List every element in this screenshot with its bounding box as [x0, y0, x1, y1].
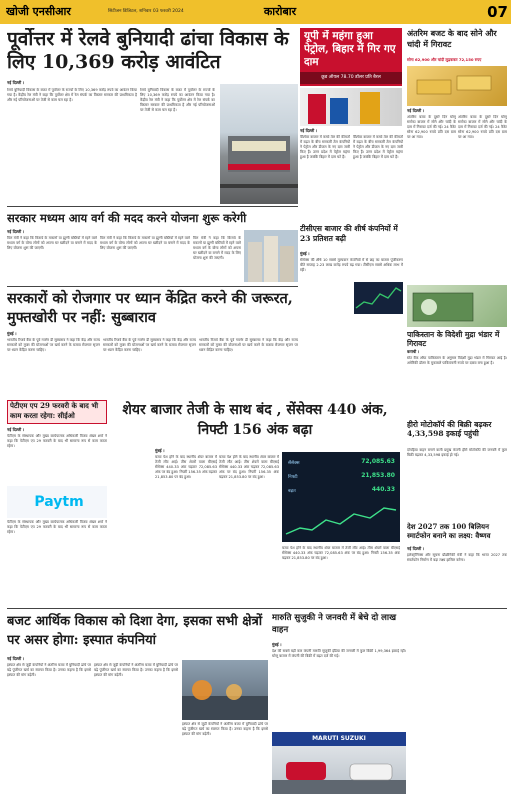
maruti-headline: मारुति सुजुकी ने जनवरी में बेचे दो लाख वाहन [272, 613, 397, 635]
paytm-headline: पेटीएम एप 29 फरवरी के बाद भी काम करता रहेगा: सीईओ [10, 401, 99, 420]
section-title: कारोबार [263, 5, 297, 18]
infra-headline: बजट आर्थिक विकास को दिशा देगा, इसका सभी क्षेत्रों पर असर होगा: इस्पात कंपनियां [7, 614, 263, 648]
pakistan-byline: कराची । [407, 349, 420, 354]
gold-headline: अंतरिम बजट के बाद सोने और चांदी में गिरावट [407, 28, 497, 49]
petrol-body: वैश्विक बाजार में कच्चे तेल की कीमतों में बढ़त के बीच सरकारी तेल कंपनियों ने पेट्रोल और डीजल के नए दाम जारी किए हैं। उत्तर प्रदेश में पेट्रोल महंगा हुआ है जबकि बिहार में दाम घटे हैं। [300, 135, 350, 159]
maruti-body: देश की सबसे बड़ी कार कंपनी मारुति सुजुकी इंडिया की जनवरी में कुल बिक्री 1,99,364 इकाई रही। घरेलू बाजार में कंपनी की बिक्री में बढ़त दर्ज की गई। [272, 649, 406, 658]
housing-byline: नई दिल्ली । [7, 229, 25, 234]
jobs-byline: मुंबई । [7, 331, 17, 336]
infra-body-col3: इस्पात क्षेत्र से जुड़ी कंपनियों ने अंतरिम बजट में बुनियादी ढांचे पर बढ़े पूंजीगत खर्च का स्वागत किया है। उनका कहना है कि इससे इस्पात की मांग बढ़ेगी। [182, 722, 268, 736]
petrol-headline: यूपी में महंगा हुआ पेट्रोल, बिहार में गिर गए दाम [304, 30, 396, 68]
masthead-dateline: सिटीजन डिजिटल, शनिवार 03 फरवरी 2024 [108, 9, 184, 14]
pakistan-body: स्टेट बैंक ऑफ पाकिस्तान के अनुसार विदेशी मुद्रा भंडार में गिरावट आई है। अमेरिकी डॉलर के मुकाबले पाकिस्तानी रुपये पर दबाव बना हुआ है। [407, 356, 507, 365]
ticker-label-2: निफ्टी [288, 475, 298, 480]
gold-body-col2: अंतरिम बजट के दूसरे दिन घरेलू सर्राफा बाजार में सोने और चांदी के दाम में गिरावट दर्ज की गई। 24 कैरेट सोना 62,900 रुपये प्रति दस ग्राम पर आ गया। [458, 115, 507, 139]
divider [7, 608, 507, 609]
hero-body: दोपहिया वाहन बनाने वाली प्रमुख कंपनी हीरो मोटोकॉर्प की जनवरी में कुल बिक्री बढ़कर 4,33,598 इकाई हो गई। [407, 448, 507, 457]
maruti-logo: MARUTI SUZUKI [312, 735, 366, 742]
jobs-headline: सरकारों को रोजगार पर ध्यान केंद्रित करने की जरूरत, मुफ्तखोरी पर नहीं: सुब्बाराव [7, 290, 293, 326]
hero-headline: हीरो मोटोकॉर्प की बिक्री बढ़कर 4,33,598 इकाई पहुंची [407, 420, 492, 438]
gold-subhead: सोना 62,900 और चांदी लुढ़ककर 72,150 रुपए [407, 57, 482, 62]
pakistan-headline: पाकिस्तान के विदेशी मुद्रा भंडार में गिरावट [407, 330, 500, 348]
divider [7, 206, 298, 207]
ticker-value-1: 72,085.63 [361, 458, 395, 465]
housing-body-col2: वित्त मंत्री ने कहा कि किराये के मकानों या झुग्गी बस्तियों में रहने वाले मध्यम वर्ग के योग्य लोगों को अपना घर खरीदने या बनाने में मदद के लिए योजना शुरू की जाएगी। [100, 236, 190, 250]
infra-byline: नई दिल्ली । [7, 656, 25, 661]
divider [7, 286, 298, 287]
sensex-byline: मुंबई । [155, 448, 165, 453]
housing-body: वित्त मंत्री ने कहा कि किराये के मकानों या झुग्गी बस्तियों में रहने वाले मध्यम वर्ग के योग्य लोगों को अपना घर खरीदने या बनाने में मदद के लिए योजना शुरू की जाएगी। [7, 236, 97, 250]
ticker-label-3: बढ़त [288, 489, 296, 494]
gold-byline: नई दिल्ली । [407, 108, 425, 113]
page-number: 07 [487, 3, 508, 21]
sensex-body: बजट पेश होने के बाद स्थानीय शेयर बाजार में तेजी लौट आई। तीस शेयरों वाला बीएसई सेंसेक्स 440.33 अंक चढ़कर 72,085.63 अंक पर बंद हुआ। निफ्टी 156.35 अंक बढ़कर 21,853.80 पर बंद हुआ। [155, 455, 217, 479]
ticker-label-1: सेंसेक्स [288, 461, 300, 466]
paytm-body: पेटीएम के संस्थापक और मुख्य कार्यपालक अधिकारी विजय शेखर शर्मा ने कहा कि पेटीएम एप 29 फरवरी के बाद भी सामान्य रूप से काम करता रहेगा। [7, 434, 107, 448]
ticker-value-2: 21,853.80 [361, 472, 395, 479]
masthead-logo: खोजी एनसीआर [6, 5, 71, 18]
housing-headline: सरकार मध्यम आय वर्ग की मदद करने योजना शुरू करेगी [7, 211, 247, 225]
paytm-byline: नई दिल्ली । [7, 427, 25, 432]
lead-headline: पूर्वोत्तर में रेलवे बुनियादी ढांचा विकास के लिए 10,369 करोड़ आवंटित [7, 28, 289, 73]
gold-body: अंतरिम बजट के दूसरे दिन घरेलू सर्राफा बाजार में सोने और चांदी के दाम में गिरावट दर्ज की गई। 24 कैरेट सोना 62,900 रुपये प्रति दस ग्राम पर आ गया। [407, 115, 456, 139]
tata-headline: टीसीएस बाजार की शीर्ष कंपनियों में 23 प्रतिशत बढ़ी [300, 224, 398, 243]
paytm-logo: Paytm [34, 494, 84, 510]
fuel-pump-photo [300, 88, 402, 126]
smartphone-headline: देश 2027 तक 100 बिलियन स्मार्टफोन बनाने का लक्ष्य: वैष्णव [407, 522, 491, 540]
lead-body: रेलवे बुनियादी विकास के बजट में पूर्वोत्तर के राज्यों के लिए 10,369 करोड़ रुपये का आवंटन किया गया है। केंद्रीय रेल मंत्री ने कहा कि पूर्वोत्तर क्षेत्र में रेल संपर्क का विस्तार सरकार की प्राथमिकता है और नई परियोजनाओं पर तेजी से काम चल रहा है। [7, 88, 137, 102]
market-chart-graphic [282, 500, 400, 542]
stock-screen-photo [354, 282, 403, 314]
jobs-body-col2: भारतीय रिजर्व बैंक के पूर्व गवर्नर डी सुब्बाराव ने कहा कि केंद्र और राज्य सरकारों को मुफ्त की योजनाओं पर खर्च करने के बजाय रोजगार सृजन पर ध्यान केंद्रित करना चाहिए। [103, 338, 196, 352]
smartphone-body: इलेक्ट्रॉनिक्स और सूचना प्रौद्योगिकी मंत्री ने कहा कि भारत 2027 तक स्मार्टफोन निर्माण में बड़ा लक्ष्य हासिल करेगा। [407, 553, 507, 562]
smartphone-byline: नई दिल्ली । [407, 546, 425, 551]
petrol-body-col2: वैश्विक बाजार में कच्चे तेल की कीमतों में बढ़त के बीच सरकारी तेल कंपनियों ने पेट्रोल और डीजल के नए दाम जारी किए हैं। उत्तर प्रदेश में पेट्रोल महंगा हुआ है जबकि बिहार में दाम घटे हैं। [353, 135, 403, 159]
petrol-subhead: क्रूड ऑयल 78.70 डॉलर प्रति बैरल [300, 72, 402, 84]
lead-body-col2: रेलवे बुनियादी विकास के बजट में पूर्वोत्तर के राज्यों के लिए 10,369 करोड़ रुपये का आवंटन किया गया है। केंद्रीय रेल मंत्री ने कहा कि पूर्वोत्तर क्षेत्र में रेल संपर्क का विस्तार सरकार की प्राथमिकता है और नई परियोजनाओं पर तेजी से काम चल रहा है। [140, 88, 215, 112]
gold-bars-photo [407, 66, 507, 106]
train-photo [220, 84, 298, 204]
infra-body: इस्पात क्षेत्र से जुड़ी कंपनियों ने अंतरिम बजट में बुनियादी ढांचे पर बढ़े पूंजीगत खर्च का स्वागत किया है। उनका कहना है कि इससे इस्पात की मांग बढ़ेगी। [7, 663, 91, 677]
maruti-byline: मुंबई । [272, 642, 282, 647]
petrol-byline: नई दिल्ली । [300, 128, 318, 133]
tata-body: सेंसेक्स की शीर्ष 10 सबसे मूल्यवान कंपनियों में से छह का बाजार पूंजीकरण बीते सप्ताह 2.23 लाख करोड़ रुपये बढ़ गया। टीसीएस सबसे अधिक लाभ में रही। [300, 258, 403, 272]
sensex-body-col3: बजट पेश होने के बाद स्थानीय शेयर बाजार में तेजी लौट आई। तीस शेयरों वाला बीएसई सेंसेक्स 440.33 अंक चढ़कर 72,085.63 अंक पर बंद हुआ। निफ्टी 156.35 अंक बढ़कर 21,853.80 पर बंद हुआ। [282, 546, 400, 560]
jobs-body: भारतीय रिजर्व बैंक के पूर्व गवर्नर डी सुब्बाराव ने कहा कि केंद्र और राज्य सरकारों को मुफ्त की योजनाओं पर खर्च करने के बजाय रोजगार सृजन पर ध्यान केंद्रित करना चाहिए। [7, 338, 100, 352]
sensex-headline: शेयर बाजार तेजी के साथ बंद , सेंसेक्स 440 अंक, निफ्टी 156 अंक बढ़ा [122, 402, 388, 438]
paytm-body-col2: पेटीएम के संस्थापक और मुख्य कार्यपालक अधिकारी विजय शेखर शर्मा ने कहा कि पेटीएम एप 29 फरवरी के बाद भी सामान्य रूप से काम करता रहेगा। [7, 520, 107, 534]
sensex-body-col2: बजट पेश होने के बाद स्थानीय शेयर बाजार में तेजी लौट आई। तीस शेयरों वाला बीएसई सेंसेक्स 440.33 अंक चढ़कर 72,085.63 अंक पर बंद हुआ। निफ्टी 156.35 अंक बढ़कर 21,853.80 पर बंद हुआ। [219, 455, 279, 479]
housing-body-col3: वित्त मंत्री ने कहा कि किराये के मकानों या झुग्गी बस्तियों में रहने वाले मध्यम वर्ग के योग्य लोगों को अपना घर खरीदने या बनाने में मदद के लिए योजना शुरू की जाएगी। [193, 236, 241, 260]
tata-byline: मुंबई । [300, 251, 310, 256]
jobs-body-col3: भारतीय रिजर्व बैंक के पूर्व गवर्नर डी सुब्बाराव ने कहा कि केंद्र और राज्य सरकारों को मुफ्त की योजनाओं पर खर्च करने के बजाय रोजगार सृजन पर ध्यान केंद्रित करना चाहिए। [199, 338, 298, 352]
lead-byline: नई दिल्ली । [7, 80, 25, 85]
steel-photo [182, 660, 268, 720]
pakistan-currency-photo [407, 285, 507, 327]
infra-body-col2: इस्पात क्षेत्र से जुड़ी कंपनियों ने अंतरिम बजट में बुनियादी ढांचे पर बढ़े पूंजीगत खर्च का स्वागत किया है। उनका कहना है कि इससे इस्पात की मांग बढ़ेगी। [94, 663, 178, 677]
housing-photo [244, 230, 298, 282]
ticker-value-3: 440.33 [371, 486, 395, 493]
